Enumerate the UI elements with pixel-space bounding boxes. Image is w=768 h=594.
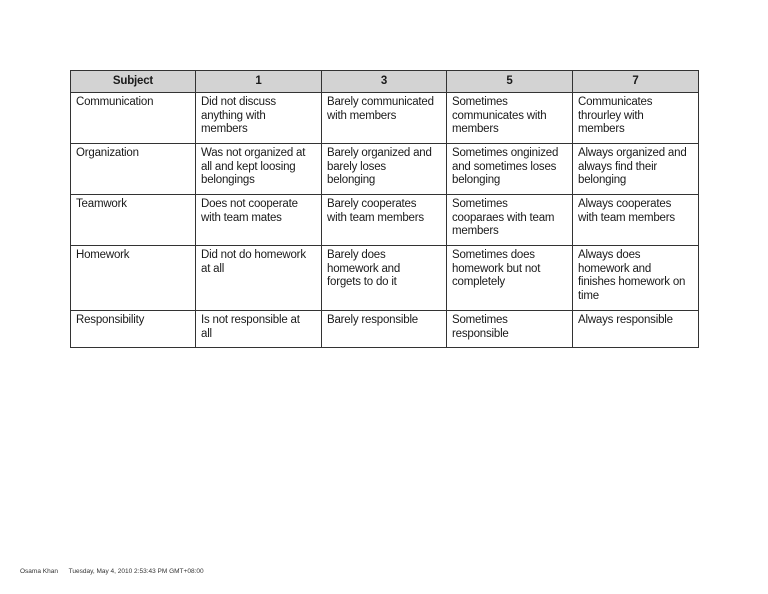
table-cell xyxy=(196,93,322,144)
footer-timestamp: Tuesday, May 4, 2010 2:53:43 PM GMT+08:00 xyxy=(68,568,204,575)
table-cell xyxy=(322,311,447,348)
cell-text: Organization xyxy=(76,147,139,159)
table-cell xyxy=(322,144,447,195)
table-cell xyxy=(196,246,322,311)
table-cell xyxy=(573,246,699,311)
table-row xyxy=(71,93,699,144)
subject-cell xyxy=(71,311,196,348)
cell-text: Sometimes responsible xyxy=(452,314,509,340)
table-cell xyxy=(447,311,573,348)
header-score-7: 7 xyxy=(573,71,699,93)
cell-text: Barely does homework and forgets to do it xyxy=(327,249,401,288)
subject-cell xyxy=(71,246,196,311)
header-score-3: 3 xyxy=(322,71,447,93)
table-cell xyxy=(573,195,699,246)
page-footer xyxy=(20,568,204,575)
subject-cell xyxy=(71,93,196,144)
cell-text: Sometimes cooparaes with team members xyxy=(452,198,555,237)
table-cell xyxy=(322,195,447,246)
rubric-table xyxy=(70,70,699,348)
table-cell xyxy=(573,93,699,144)
cell-text: Sometimes does homework but not completely xyxy=(452,249,541,288)
subject-cell xyxy=(71,144,196,195)
table-cell xyxy=(447,93,573,144)
cell-text: Barely communicated with members xyxy=(327,96,434,122)
cell-text: Always responsible xyxy=(578,314,673,326)
table-cell xyxy=(447,195,573,246)
cell-text: Sometimes onginized and sometimes loses belonging xyxy=(452,147,559,186)
cell-text: Always does homework and finishes homework on time xyxy=(578,249,686,302)
cell-text: Responsibility xyxy=(76,314,145,326)
table-cell xyxy=(196,144,322,195)
header-row xyxy=(71,71,699,93)
footer-author: Osama Khan xyxy=(20,568,58,575)
cell-text: Barely responsible xyxy=(327,314,419,326)
table-cell xyxy=(196,311,322,348)
cell-text: Always organized and always find their belonging xyxy=(578,147,687,186)
table-row xyxy=(71,195,699,246)
header-score-5: 5 xyxy=(447,71,573,93)
cell-text: Communicates throurley with members xyxy=(578,96,653,135)
cell-text: Did not do homework at all xyxy=(201,249,306,275)
cell-text: Barely organized and barely loses belonging xyxy=(327,147,432,186)
subject-cell xyxy=(71,195,196,246)
header-score-1: 1 xyxy=(196,71,322,93)
table-cell xyxy=(447,144,573,195)
cell-text: Barely cooperates with team members xyxy=(327,198,424,224)
table-row xyxy=(71,311,699,348)
table-cell xyxy=(447,246,573,311)
cell-text: Is not responsible at all xyxy=(201,314,300,340)
cell-text: Does not cooperate with team mates xyxy=(201,198,298,224)
cell-text: Was not organized at all and kept loosing belongings xyxy=(201,147,306,186)
table-cell xyxy=(196,195,322,246)
cell-text: Did not discuss anything with members xyxy=(201,96,276,135)
header-subject: Subject xyxy=(71,71,196,93)
cell-text: Sometimes communicates with members xyxy=(452,96,547,135)
cell-text: Communication xyxy=(76,96,154,108)
table-cell xyxy=(322,93,447,144)
cell-text: Homework xyxy=(76,249,130,261)
table-row xyxy=(71,246,699,311)
table-cell xyxy=(322,246,447,311)
table-row xyxy=(71,144,699,195)
table-cell xyxy=(573,144,699,195)
cell-text: Always cooperates with team members xyxy=(578,198,675,224)
cell-text: Teamwork xyxy=(76,198,127,210)
table-cell xyxy=(573,311,699,348)
